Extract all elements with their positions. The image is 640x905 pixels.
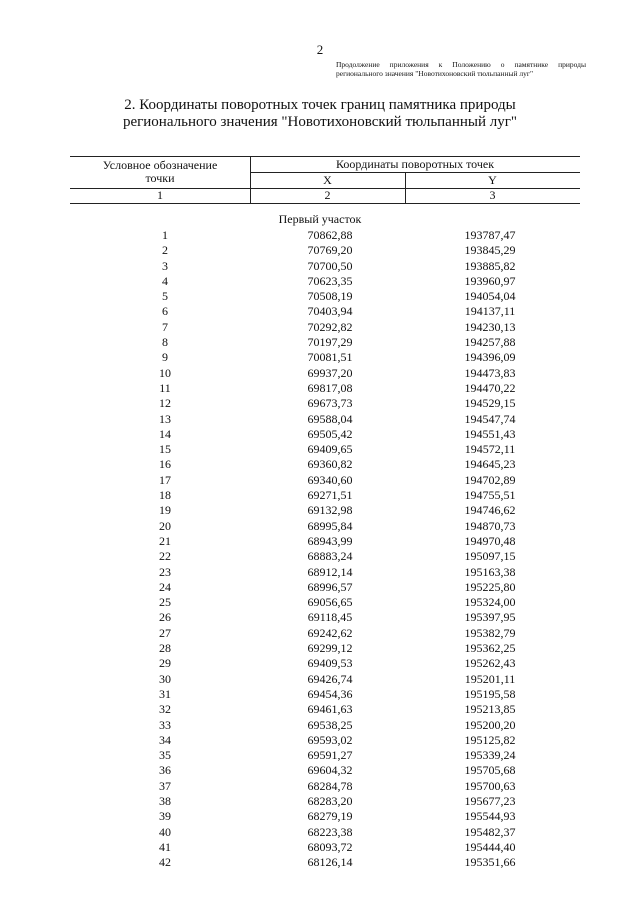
- document-title: [0, 97, 640, 131]
- x-coordinate-cell: 68995,84: [307, 518, 353, 533]
- point-id-cell: 22: [159, 549, 171, 564]
- point-id-cell: 9: [162, 350, 168, 365]
- table-row: [0, 610, 640, 625]
- y-coordinate-cell: 194746,62: [464, 503, 516, 518]
- table-row: [0, 641, 640, 656]
- point-id-cell: 3: [162, 258, 168, 273]
- table-row: [0, 320, 640, 335]
- x-coordinate-cell: 70081,51: [307, 350, 353, 365]
- x-coordinate-cell: 68284,78: [307, 778, 353, 793]
- table-row: [0, 779, 640, 794]
- y-coordinate-cell: 195397,95: [464, 610, 516, 625]
- point-id-cell: 8: [162, 335, 168, 350]
- x-coordinate-cell: 68223,38: [307, 824, 353, 839]
- table-row: [0, 565, 640, 580]
- y-coordinate-cell: 195482,37: [464, 824, 516, 839]
- x-coordinate-cell: 69242,62: [307, 625, 353, 640]
- x-coordinate-cell: 68912,14: [307, 564, 353, 579]
- point-id-cell: 17: [159, 472, 171, 487]
- table-row: [0, 350, 640, 365]
- y-coordinate-cell: 194529,15: [464, 396, 516, 411]
- table-row: [0, 503, 640, 518]
- point-id-cell: 42: [159, 855, 171, 870]
- table-row: [0, 519, 640, 534]
- y-coordinate-cell: 194702,89: [464, 472, 516, 487]
- y-coordinate-cell: 193960,97: [464, 273, 516, 288]
- title-line-2: регионального значения "Новотихоновский тюльпанный луг": [122, 114, 518, 130]
- x-coordinate-cell: 69056,65: [307, 595, 353, 610]
- x-coordinate-cell: 68996,57: [307, 579, 353, 594]
- point-id-cell: 32: [159, 702, 171, 717]
- table-row: [0, 687, 640, 702]
- point-id-cell: 18: [159, 488, 171, 503]
- table-row: [0, 412, 640, 427]
- y-coordinate-cell: 195339,24: [464, 748, 516, 763]
- table-row: [0, 748, 640, 763]
- x-coordinate-cell: 69593,02: [307, 732, 353, 747]
- y-coordinate-cell: 195705,68: [464, 763, 516, 778]
- point-id-cell: 1: [162, 228, 168, 242]
- table-row: [0, 427, 640, 442]
- y-coordinate-cell: 194547,74: [464, 411, 516, 426]
- point-id-cell: 27: [159, 625, 171, 640]
- table-row: [0, 840, 640, 855]
- col1-header-line-2: точки: [145, 171, 175, 185]
- y-coordinate-cell: 195700,63: [464, 778, 516, 793]
- table-row: [0, 763, 640, 778]
- y-coordinate-cell: 195225,80: [464, 579, 516, 594]
- x-coordinate-cell: 69588,04: [307, 411, 353, 426]
- table-row: [0, 702, 640, 717]
- point-id-cell: 37: [159, 778, 171, 793]
- y-coordinate-cell: 194470,22: [464, 380, 516, 395]
- point-id-cell: 28: [159, 641, 171, 656]
- x-column-header: X: [323, 173, 332, 187]
- y-coordinate-cell: 195213,85: [464, 702, 516, 717]
- y-coordinate-cell: 195362,25: [464, 641, 516, 656]
- y-coordinate-cell: 194572,11: [464, 442, 516, 457]
- y-coordinate-cell: 194257,88: [464, 335, 516, 350]
- point-id-cell: 26: [159, 610, 171, 625]
- x-coordinate-cell: 69937,20: [307, 365, 353, 380]
- y-coordinate-cell: 195200,20: [464, 717, 516, 732]
- x-coordinate-cell: 69591,27: [307, 748, 353, 763]
- point-id-cell: 12: [159, 396, 171, 411]
- point-id-cell: 6: [162, 304, 168, 319]
- col2-number: 2: [324, 188, 331, 202]
- table-row: [0, 228, 640, 243]
- point-id-cell: 39: [159, 809, 171, 824]
- table-row: [0, 304, 640, 319]
- x-coordinate-cell: 70508,19: [307, 289, 353, 304]
- table-row: [0, 733, 640, 748]
- point-id-cell: 35: [159, 748, 171, 763]
- point-id-cell: 30: [159, 671, 171, 686]
- table-row: [0, 457, 640, 472]
- col3-number: 3: [489, 188, 496, 202]
- table-row: [0, 595, 640, 610]
- table-row: [0, 396, 640, 411]
- coordinates-table-body: [0, 228, 640, 870]
- point-id-cell: 16: [159, 457, 171, 472]
- table-row: [0, 794, 640, 809]
- y-coordinate-cell: 194396,09: [464, 350, 516, 365]
- y-coordinate-cell: 195262,43: [464, 656, 516, 671]
- x-coordinate-cell: 69673,73: [307, 396, 353, 411]
- y-coordinate-cell: 194054,04: [464, 289, 516, 304]
- point-id-cell: 23: [159, 564, 171, 579]
- y-coordinate-cell: 194755,51: [464, 488, 516, 503]
- x-coordinate-cell: 70623,35: [307, 273, 353, 288]
- table-row: [0, 488, 640, 503]
- y-coordinate-cell: 195444,40: [464, 839, 516, 854]
- x-coordinate-cell: 68093,72: [307, 839, 353, 854]
- y-coordinate-cell: 195163,38: [464, 564, 516, 579]
- table-header: [70, 156, 580, 204]
- x-coordinate-cell: 69505,42: [307, 426, 353, 441]
- y-coordinate-cell: 194230,13: [464, 319, 516, 334]
- table-row: [0, 718, 640, 733]
- table-row: [0, 855, 640, 870]
- y-coordinate-cell: 195677,23: [464, 793, 516, 808]
- point-id-cell: 19: [159, 503, 171, 518]
- x-coordinate-cell: 69604,32: [307, 763, 353, 778]
- point-id-cell: 38: [159, 793, 171, 808]
- x-coordinate-cell: 69340,60: [307, 472, 353, 487]
- table-row: [0, 335, 640, 350]
- y-coordinate-cell: 195382,79: [464, 625, 516, 640]
- table-row: [0, 473, 640, 488]
- x-coordinate-cell: 69454,36: [307, 686, 353, 701]
- y-coordinate-cell: 194473,83: [464, 365, 516, 380]
- x-coordinate-cell: 70197,29: [307, 335, 353, 350]
- x-coordinate-cell: 70862,88: [307, 228, 353, 242]
- table-row: [0, 366, 640, 381]
- header-note: Продолжение приложения к Положению о памятнике природы регионального значения "Новотихоновский тюльпанный луг": [336, 60, 586, 78]
- point-id-cell: 5: [162, 289, 168, 304]
- y-coordinate-cell: 195195,58: [464, 686, 516, 701]
- y-coordinate-cell: 195351,66: [464, 855, 516, 870]
- table-row: [0, 809, 640, 824]
- x-coordinate-cell: 68283,20: [307, 793, 353, 808]
- x-coordinate-cell: 69409,65: [307, 442, 353, 457]
- x-coordinate-cell: 69118,45: [307, 610, 353, 625]
- table-row: [0, 442, 640, 457]
- table-row: [0, 381, 640, 396]
- header-top-rule: [70, 156, 580, 157]
- y-coordinate-cell: 194551,43: [464, 426, 516, 441]
- x-coordinate-cell: 68883,24: [307, 549, 353, 564]
- point-id-cell: 33: [159, 717, 171, 732]
- x-coordinate-cell: 70769,20: [307, 243, 353, 258]
- point-id-cell: 36: [159, 763, 171, 778]
- point-id-cell: 25: [159, 595, 171, 610]
- y-coordinate-cell: 195201,11: [464, 671, 516, 686]
- x-coordinate-cell: 70292,82: [307, 319, 353, 334]
- x-coordinate-cell: 69271,51: [307, 488, 353, 503]
- point-id-cell: 41: [159, 839, 171, 854]
- y-coordinate-cell: 193845,29: [464, 243, 516, 258]
- x-coordinate-cell: 69817,08: [307, 380, 353, 395]
- title-line-1: 2. Координаты поворотных точек границ памятника природы: [124, 97, 516, 113]
- table-row: [0, 259, 640, 274]
- x-coordinate-cell: 69538,25: [307, 717, 353, 732]
- y-coordinate-cell: 193885,82: [464, 258, 516, 273]
- point-id-cell: 40: [159, 824, 171, 839]
- x-coordinate-cell: 68126,14: [307, 855, 353, 870]
- point-id-cell: 4: [162, 273, 168, 288]
- coordinates-group-header: Координаты поворотных точек: [335, 157, 495, 171]
- col1-header-line-1: Условное обозначение: [102, 158, 218, 172]
- point-id-cell: 15: [159, 442, 171, 457]
- table-row: [0, 243, 640, 258]
- y-coordinate-cell: 195324,00: [464, 595, 516, 610]
- y-coordinate-cell: 194645,23: [464, 457, 516, 472]
- table-row: [0, 626, 640, 641]
- x-coordinate-cell: 68279,19: [307, 809, 353, 824]
- x-coordinate-cell: 69132,98: [307, 503, 353, 518]
- table-row: [0, 656, 640, 671]
- y-coordinate-cell: 195544,93: [464, 809, 516, 824]
- header-bottom-rule: [70, 203, 580, 204]
- y-coordinate-cell: 195125,82: [464, 732, 516, 747]
- point-id-cell: 20: [159, 518, 171, 533]
- y-coordinate-cell: 195097,15: [464, 549, 516, 564]
- header-group-rule: [250, 172, 580, 173]
- point-id-cell: 7: [162, 319, 168, 334]
- point-id-cell: 11: [159, 380, 171, 395]
- y-coordinate-cell: 194970,48: [464, 533, 516, 548]
- table-row: [0, 534, 640, 549]
- x-coordinate-cell: 68943,99: [307, 533, 353, 548]
- section-label: Первый участок: [278, 212, 362, 226]
- point-id-cell: 13: [159, 411, 171, 426]
- y-coordinate-cell: 193787,47: [464, 228, 516, 242]
- point-id-cell: 14: [159, 426, 171, 441]
- point-id-cell: 29: [159, 656, 171, 671]
- y-coordinate-cell: 194137,11: [464, 304, 516, 319]
- table-row: [0, 825, 640, 840]
- col1-header: [70, 159, 250, 185]
- y-coordinate-cell: 194870,73: [464, 518, 516, 533]
- y-column-header: Y: [488, 173, 497, 187]
- table-row: [0, 274, 640, 289]
- x-coordinate-cell: 69299,12: [307, 641, 353, 656]
- table-row: [0, 289, 640, 304]
- col1-number: 1: [157, 188, 163, 202]
- x-coordinate-cell: 69461,63: [307, 702, 353, 717]
- point-id-cell: 21: [159, 533, 171, 548]
- x-coordinate-cell: 69409,53: [307, 656, 353, 671]
- point-id-cell: 10: [159, 365, 171, 380]
- x-coordinate-cell: 69426,74: [307, 671, 353, 686]
- point-id-cell: 2: [162, 243, 168, 258]
- point-id-cell: 24: [159, 579, 171, 594]
- table-row: [0, 580, 640, 595]
- point-id-cell: 31: [159, 686, 171, 701]
- table-row: [0, 672, 640, 687]
- x-coordinate-cell: 70403,94: [307, 304, 353, 319]
- table-row: [0, 549, 640, 564]
- x-coordinate-cell: 69360,82: [307, 457, 353, 472]
- page-number: 2: [316, 42, 324, 57]
- x-coordinate-cell: 70700,50: [307, 258, 353, 273]
- point-id-cell: 34: [159, 732, 171, 747]
